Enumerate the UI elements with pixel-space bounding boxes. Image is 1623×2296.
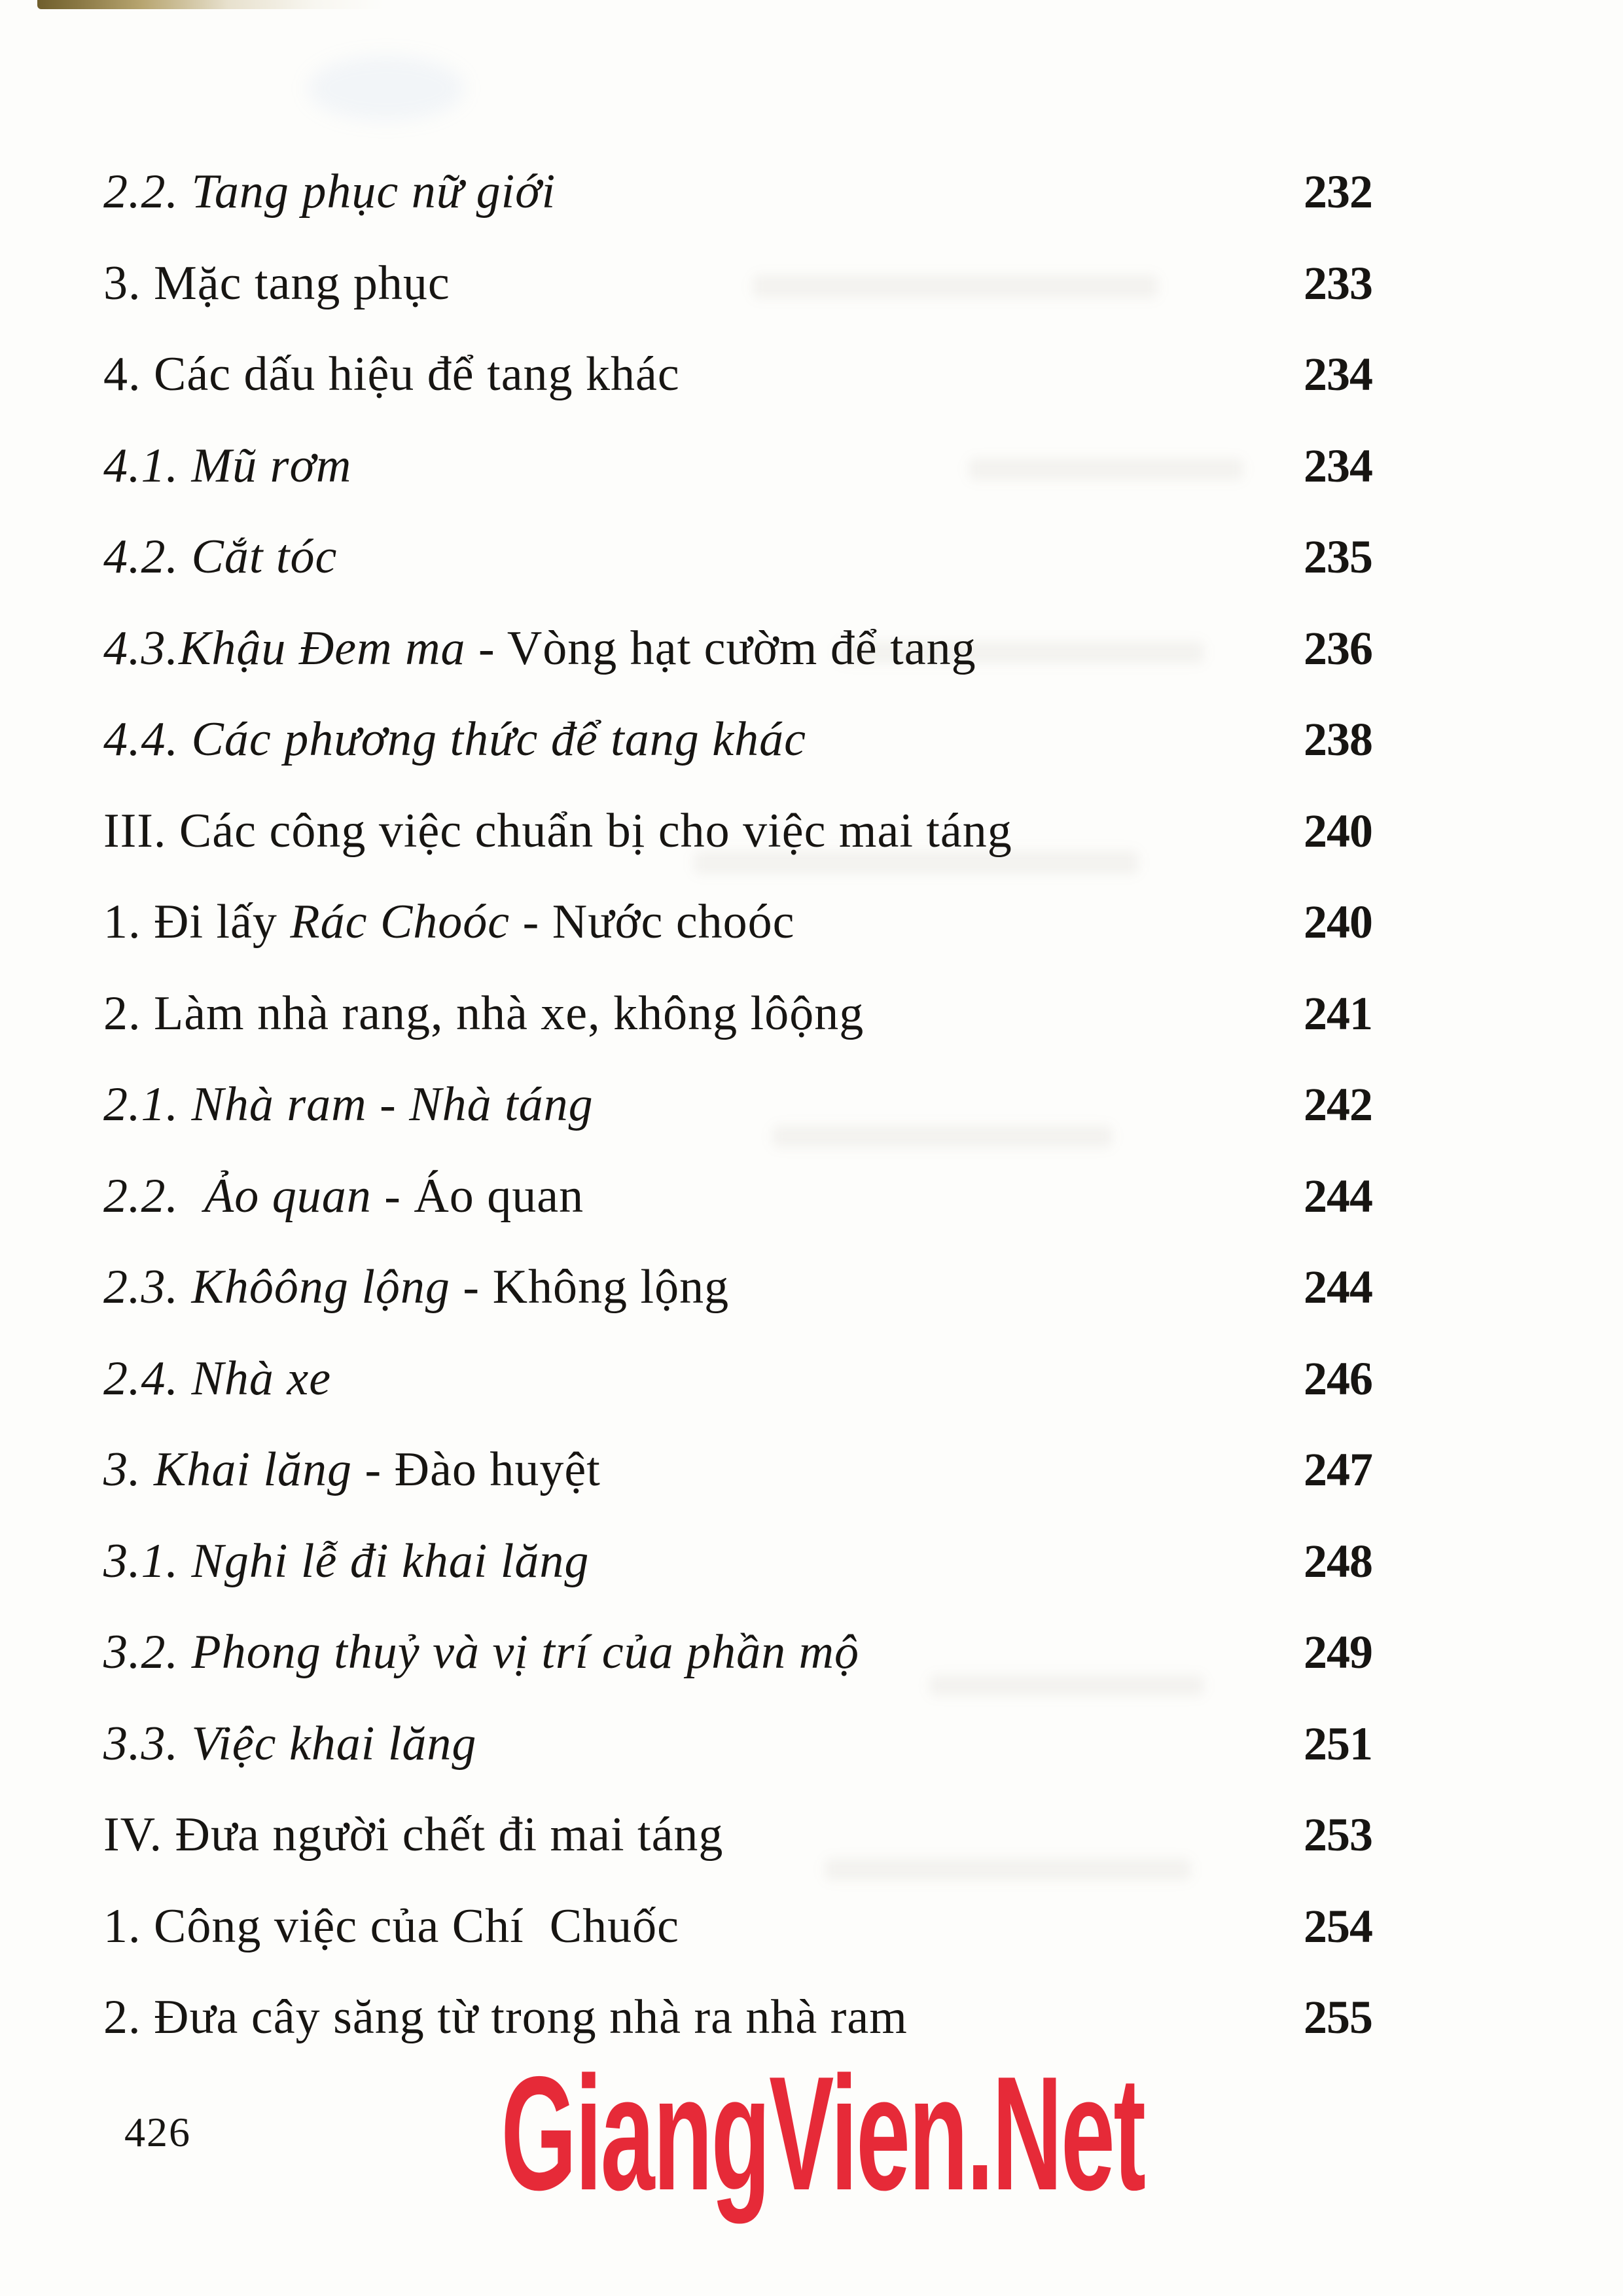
toc-entry-page-number: 238 (1304, 713, 1372, 766)
toc-entry (103, 1881, 1372, 1973)
toc-entry (103, 1699, 1372, 1790)
toc-entry-title (103, 438, 351, 494)
watermark-text: GiangVien.Net (501, 2042, 1145, 2224)
toc-entry (103, 147, 1372, 238)
toc-entry-title (103, 1807, 723, 1863)
toc-entry-term-italic: 4.2. Cắt tóc (103, 530, 338, 584)
toc-entry-title (103, 1169, 584, 1224)
toc-entry-term-italic: 3.3. Việc khai lăng (103, 1716, 477, 1771)
toc-entry-page-number: 242 (1304, 1078, 1372, 1131)
toc-entry-page-number: 249 (1304, 1626, 1372, 1679)
toc-list (103, 147, 1372, 2064)
toc-entry (103, 1242, 1372, 1333)
toc-entry-page-number: 234 (1304, 439, 1372, 492)
toc-entry-title (103, 347, 680, 402)
toc-entry-page-number: 253 (1304, 1809, 1372, 1862)
toc-entry (103, 512, 1372, 603)
toc-entry-title (103, 804, 1012, 859)
toc-entry (103, 877, 1372, 968)
toc-entry-term-italic: 2.4. Nhà xe (103, 1351, 332, 1405)
toc-entry (103, 1516, 1372, 1608)
toc-entry-page-number: 244 (1304, 1169, 1372, 1222)
toc-entry-page-number: 236 (1304, 622, 1372, 675)
toc-entry-text: 4. Các dấu hiệu để tang khác (103, 347, 680, 402)
toc-entry-title (103, 1625, 859, 1680)
toc-entry-title (103, 1077, 594, 1133)
toc-entry-title (103, 894, 795, 950)
toc-entry-title (103, 1899, 679, 1954)
toc-entry-page-number: 240 (1304, 896, 1372, 949)
toc-entry-page-number: 251 (1304, 1717, 1372, 1770)
toc-entry (103, 603, 1372, 695)
toc-entry-title (103, 621, 976, 677)
toc-entry-term-italic: Rác Choóc (290, 895, 510, 949)
toc-entry-term-italic: 4.4. Các phương thức để tang khác (103, 713, 806, 767)
toc-entry-page-number: 255 (1304, 1991, 1372, 2044)
toc-entry-term-italic: 2.1. Nhà ram - Nhà táng (103, 1078, 594, 1132)
toc-entry-page-number: 240 (1304, 804, 1372, 857)
toc-entry-term-italic: 3. Khai lăng (103, 1443, 352, 1497)
toc-entry-page-number: 232 (1304, 166, 1372, 219)
toc-entry-title (103, 529, 337, 585)
toc-entry-term-italic: 2.2. Tang phục nữ giới (103, 165, 556, 219)
toc-entry-text: 2. Làm nhà rang, nhà xe, không lôộng (103, 986, 865, 1040)
toc-entry-term-italic: 3.2. Phong thuỷ và vị trí của phần mộ (103, 1625, 860, 1680)
toc-entry-text: - Vòng hạt cườm để tang (465, 621, 976, 675)
toc-entry-text: - Đào huyệt (351, 1443, 601, 1497)
toc-entry (103, 1607, 1372, 1699)
toc-entry-page-number: 241 (1304, 987, 1372, 1040)
toc-entry-title (103, 1260, 729, 1315)
toc-entry-term-italic: 2.3. Khôông lộng (103, 1260, 450, 1315)
toc-entry-page-number: 244 (1304, 1261, 1372, 1314)
toc-entry-text: 3. Mặc tang phục (103, 256, 450, 310)
toc-entry (103, 1151, 1372, 1243)
toc-entry-term-italic: 4.1. Mũ rơm (103, 438, 352, 493)
toc-entry-title (103, 1351, 331, 1407)
toc-entry-title (103, 1534, 589, 1589)
toc-entry-text: III. Các công việc chuẩn bị cho việc mai táng (103, 804, 1012, 858)
toc-entry-title (103, 712, 806, 768)
toc-entry (103, 1790, 1372, 1881)
toc-entry-text: - Nước choóc (510, 895, 795, 949)
toc-entry-title (103, 1716, 476, 1772)
toc-entry-text: 1. Đi lấy (103, 895, 291, 949)
toc-entry-page-number: 248 (1304, 1534, 1372, 1587)
toc-entry (103, 786, 1372, 877)
toc-entry-page-number: 233 (1304, 256, 1372, 309)
toc-entry-term-italic: 3.1. Nghi lễ đi khai lăng (103, 1534, 590, 1588)
toc-entry-page-number: 254 (1304, 1899, 1372, 1952)
toc-entry-page-number: 246 (1304, 1352, 1372, 1405)
scan-artifact-blue-smudge (308, 56, 465, 121)
toc-entry-text: 2. Đưa cây săng từ trong nhà ra nhà ram (103, 1990, 908, 2045)
toc-entry (103, 1424, 1372, 1516)
toc-entry (103, 1333, 1372, 1425)
toc-entry-term-italic: 4.3.Khậu Đem ma (103, 621, 466, 675)
toc-entry-page-number: 235 (1304, 531, 1372, 584)
toc-entry (103, 694, 1372, 786)
toc-entry-title (103, 986, 864, 1042)
toc-entry (103, 329, 1372, 421)
toc-entry (103, 1059, 1372, 1151)
toc-entry-text: - Áo quan (371, 1169, 584, 1223)
toc-entry (103, 238, 1372, 330)
toc-entry-page-number: 234 (1304, 348, 1372, 401)
toc-entry-page-number: 247 (1304, 1443, 1372, 1496)
toc-entry-title (103, 1990, 908, 2045)
toc-entry-text: IV. Đưa người chết đi mai táng (103, 1808, 724, 1862)
toc-entry (103, 421, 1372, 512)
footer-page-number: 426 (124, 2109, 191, 2155)
toc-entry-text: 1. Công việc của Chí Chuốc (103, 1899, 679, 1953)
toc-entry-text: - Không lộng (450, 1260, 730, 1315)
toc-entry (103, 968, 1372, 1060)
toc-entry-term-italic: 2.2. Ảo quan (103, 1169, 372, 1223)
toc-entry-title (103, 164, 556, 220)
toc-entry-title (103, 256, 450, 311)
scan-artifact-top-strip (37, 0, 384, 9)
toc-entry-title (103, 1442, 601, 1498)
